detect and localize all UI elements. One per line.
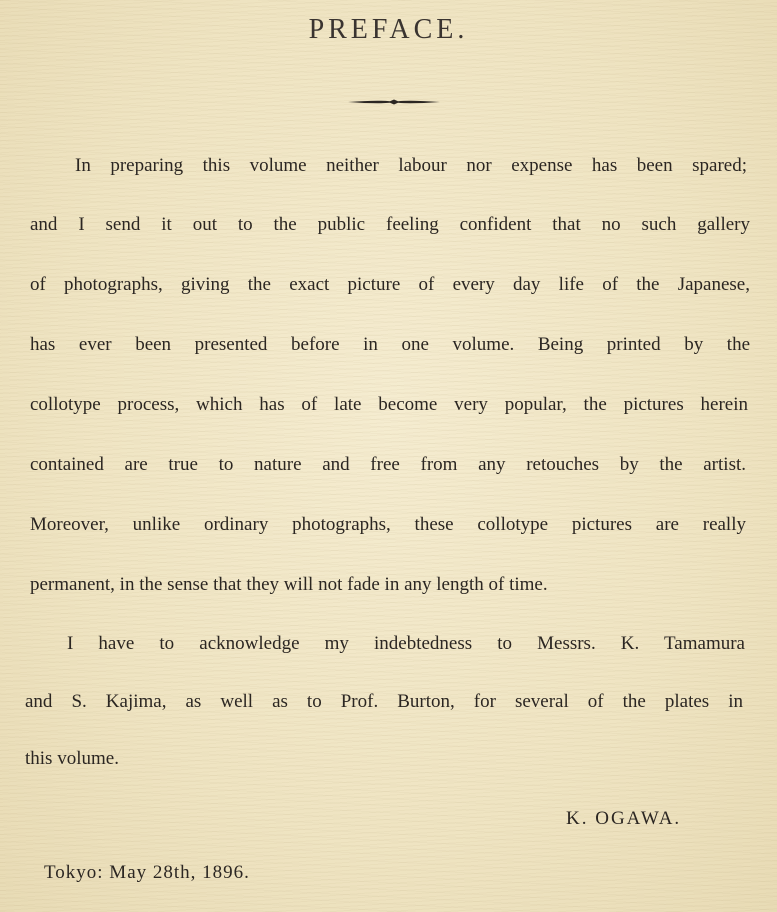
text-line: has ever been presented before in one volume. Being printed by the [30,334,750,355]
text-line: and S. Kajima, as well as to Prof. Burton, for several of the plates in [25,691,743,712]
text-line: and I send it out to the public feeling confident that no such gallery [30,214,750,235]
text-line: contained are true to nature and free from any retouches by the artist. [30,454,746,475]
text-line: collotype process, which has of late become very popular, the pictures herein [30,394,748,415]
place-date-line: Tokyo: May 28th, 1896. [44,862,250,883]
text-line: permanent, in the sense that they will not fade in any length of time. [30,574,548,595]
page-title: PREFACE. [308,14,469,45]
text-line: Moreover, unlike ordinary photographs, these collotype pictures are really [30,514,746,535]
text-line: I have to acknowledge my indebtedness to Messrs. K. Tamamura [67,633,745,654]
author-signature: K. OGAWA. [566,808,682,829]
text-line: of photographs, giving the exact picture of every day life of the Japanese, [30,274,750,295]
text-line: In preparing this volume neither labour nor expense has been spared; [75,155,747,176]
text-line: this volume. [25,748,119,769]
decorative-rule-icon [346,96,442,108]
